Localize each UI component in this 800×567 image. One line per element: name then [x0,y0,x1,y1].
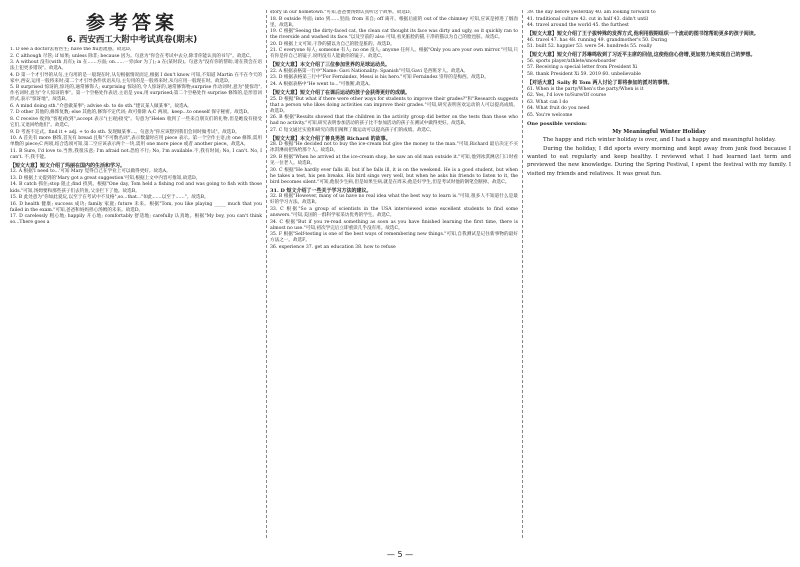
essay-paragraph: During the holiday, I did sports every morning and kept away from junk food because I wanted to eat regularly and keep healthy. I reviewed what I had learned last term and previewed the new knowledge. During the Spring Festival, I spent the festival with my family. I visited my friends and relatives. It was great fun. [527,145,791,177]
passage-summary: 【短文大意】本文介绍了善良男孩 Richard 的故事。 [270,135,391,142]
answer-item: 61. When is the party/When's the party/When is it [527,86,644,92]
passage-summary: 【短文大意】短文介绍了苏琳鸣收到了习近平主席的回信,这使他信心倍增,更加努力地实现自己的梦想。 [527,52,756,59]
answer-item: 9. D 考查不定式。find it + adj. + to do sth. 发现做某事…。句意为"你应该想到我们会同时做考试"。故选D。 [10,129,240,135]
answer-item: 63. What can I do [527,99,569,105]
answer-item: 19. C 根据"Seeing the dirty-faced cat, the clean cat thought its face was dirty and ugly, so it quickly ran to the riverside and washed its face."以及空前的 also 可知,看见脏脸的猫,干净的猫以为自己的脸也脏。故选C。 [270,29,518,41]
answer-item: 18. B outside 外面; into 到……里面; from 来自; off 离开。根据后面的 out of the chimney 可知,应该是掉进了烟囱里。故选B。 [270,16,518,28]
answer-item: 13. D 根据上文提到的'Mary got a great suggestion'可知,根据上文中内容可推知,故选D。 [10,175,201,181]
answer-item: 24. A 根据表格中"He went to..."可推断,故选A。 [270,82,374,88]
answer-item: 8. C receive 收到("客观)收到",accept 表示"(主观)接受"。句意为"Helen 收到了一些来自朋友们的礼物,但是她没有接受它们,又退回给他们"。故选C。 [10,117,262,129]
answer-item: 17. D carelessly 粗心地; happily 开心地; comfortably 舒适地; carefully 认真地。根据"My boy, you can't think so...There goes a [10,214,262,226]
answer-item: 16. D health 健康; success 成功; family 家庭; future 未来。根据"Tom, you like playing _____ much that you failed in the exam."可知,爸爸和妈妈担心汤姆的未来。故选D。 [10,201,262,213]
answer-column-2 [270,10,518,538]
answer-item: 6. A mind doing sth."介意做某事"; advise sb. to do sth."建议某人做某事"。故选A。 [10,103,192,109]
answer-item: 36. experience 37. get an education 38. how to refuse [270,244,396,250]
answer-item: 22. A 根据表格第一行中"Name: Gavi Nationality: Spanish"可知,Gavi 是西班牙人。故选A。 [270,68,469,74]
answer-item: 46. travel 47. has 48. running 49. grandmother's 50. During [527,37,668,43]
answer-item: 7. D other 其他的,修饰复数; else 其他的,修饰不定代词; 故可排除 A;C 两项。keep...to oneself 保守秘密。故选D。 [10,110,252,116]
answer-item: 1. D see a doctor去看医生; have the flu患流感。故选D。 [10,47,135,52]
answer-item: 14. B catch 抓住;stop 阻止;find 找到。根据"One day, Tom held a fishing rod and was going to fish with those kids."可知,汤姆要和那些孩子们去钓鱼,父亲拦下了他。故选B。 [10,182,262,194]
answer-item: 10. A 首先有 more 修饰,首先有 bread 且和"不可数名词",表示数量时应用 piece 表示。第一个空作主语,由 one 修饰,需用单数的 piece;C 两项,结合选项可知,第二空应该表示两个一块,需用 one more piece 或者 another piece。故选A。 [10,136,262,148]
answer-item: 20. D 根据上文可知,干净的猫以为自己的脸是脏的。故选D。 [270,41,395,47]
passage-summary: 【短文大意】本文介绍了三位参加世界的足球运动员。 [270,62,391,69]
answer-item: 12. A 根据'I need to...'可知 Mary 觉得自己在学业上可以做得更好。故选A。 [10,169,171,175]
answer-item: 64. What fruit do you need [527,106,590,112]
answer-item: 39. the day before yesterday 40. am looking forward to [527,10,656,15]
answer-item: 23. D 根据表格第三行中"For Fernández, Messi is his hero."可知 Fernández 崇拜的是梅西。故选D。 [270,75,489,81]
answer-item: 65. You're welcome [527,112,573,118]
answer-item: 4. D 第一个才引导的从句,主句用的是一般现在时,从句根据情况而定,根据 I don't know 可知,不知道 Martin 在不在今天的家中,西安,运用一般将来时;第二个才引导条件状语从句,主句用的是一般将来时,从句应用一般现在时。故选D。 [10,72,262,84]
answer-item: 34. C 根据"But if you re-read something as soon as you have finished learning the first time, there is almost no use."可知,初次学完后立即重读几乎没有用。故选C。 [270,219,518,231]
answer-item: 3. A without 没有(with 具有); in 在……方面; on……一旁(for 为了); a 在(某时段)。句意为"没有你的帮助,请在我会在语法上犯更多错误"。故选A。 [10,60,262,72]
passage-summary: 31. D 短文介绍了一些关于学习方法的建议。 [270,187,372,194]
answer-item: 15. B 此处意为"你如此爱玩,以至于在考试中不及格",so...that..."如此……以至于……"。故选B。 [10,195,209,201]
passage-summary: 【短文大意】短文介绍了玛丽在国内的生活和学习。 [10,162,126,169]
answer-item: 30. C 根据"He hardly ever falls ill, but if he falls ill, it is on the weekend. He is a good student, but when he takes a test, his pen breaks. His bird sings very well, but when he asks his friends to listen to it, the bird becomes silent."可知,他很少生病,但是如果生病,就是在周末;他是好学生,但是考试时他的钢笔会断掉。故选C。 [270,167,518,185]
answer-item: 25. D 根据"But what if there were other ways for students to improve their grades?"和"Research suggests that a person who likes doing activities can improve their grades."可知,研究表明喜欢运动的人可以提高成绩。故选D。 [270,96,518,114]
passage-summary: 【对话大意】Sally 和 Tom 两人讨论了即将参加的派对的事情。 [527,79,673,86]
essay-paragraph: The happy and rich winter holiday is over, and I had a happy and meaningful holiday. [543,136,776,143]
answer-item: 26. B 根据"Results showed that the children in the activity group did better on the tests than those who had no activity."可知,研究表明参加活动的孩子比不参加活动的孩子在测试中做得更好。故选B。 [270,115,518,127]
answer-item: 2. C although 尽管; if 如果; unless 除非; because 因为。句意为"你会在考试中去分,除非你能认真的书写"。故选C。 [10,53,255,59]
answer-item: 5. B surprised 惊讶的,惊诧的,通常修饰人; surprising 惊讶的,令人惊讶的,通常修饰物;surprise 作动词时,意为"使惊奇",作名词时,意为"令人惊讶的事"。第一个空格处作表语,主语是 you,用 surprised;第二个空格处作 surprise 修饰的,是形容词形式,表示"惊讶地"。故选B。 [10,85,262,103]
answer-item: 33. C 根据"So a group of scientists in the USA interviewed some excellent students to find some answers."可知,美国的一群科学家采访优秀的学生。故选C。 [270,206,518,218]
answer-item: story in our hometown."可知,爸爸要汤姆认真听这个故事。故选D。 [270,10,415,15]
column-divider [522,10,523,538]
answer-column-1 [10,47,262,559]
passage-summary: 【短文大意】短文介绍了在课后运动的孩子会获得更好的成绩。 [270,90,411,97]
page-title: 参考答案 [85,12,178,34]
exam-heading: 6. 西安西工大附中考试真卷(期末) [66,35,198,45]
essay [527,129,791,178]
answer-item: 57. Receiving a special letter from President Xi [527,65,638,71]
answer-item: 21. C everyone 每人; someone 有人; no one 没人; anyone 任何人。根据"Only you are your own mirror."可知,只有你是你自己的镜子,说明没有人能做你的镜子。故选C。 [270,48,518,60]
answer-item: 41. traditional culture 42. cut in half 43. didn't until [527,16,649,22]
answer-item: 11. B Sure, I'd love to.当然,我很乐意; I'm afraid not.恐怕不行; No, I'm available.不,我有时间; No, I can't. No, I can't. 不,我不能。 [10,148,262,160]
answer-column-3 [527,10,791,538]
answer-item: 51. built 52. happier 53. were 54. hundreds 55. really [527,44,653,50]
answer-item: 44. travel around the world 45. the furthest [527,23,629,29]
passage-summary: 【短文大意】短文介绍了王子拔钟殊的发挥方式,他利用假期组织一个流动的图书馆帮助更多的孩子阅读。 [527,31,759,38]
answer-item: 35. F 根据"Self-testing is one of the best ways of remembering new things."可知,自我测试是记住新事物的最好方法之一。故选F。 [270,232,518,244]
column-divider [266,10,267,538]
answer-item: 27. C 短文通过实验和研究向我们阐释了做运动可以提高孩子们的成绩。故选C。 [270,127,435,133]
answer-item: 56. sports player/athlete/snowboarder [527,58,617,64]
answer-item: 58. thank President Xi 59. 2019 60. unbelievable [527,71,641,77]
passage-summary: One possible version: [527,120,587,127]
answer-item: 28. D 根据"He decided not to buy the ice-cream but give the money to the man."可知,Richard 最后决定不买冰淇淋而把钱给那个人。故选D。 [270,142,518,154]
page-number: — 5 — [386,550,414,559]
answer-item: 32. B 根据"However, many of us have no real idea what the best way to learn is."可知,很多人不知道什么是最好的学习方法。故选B。 [270,194,518,206]
answer-item: 62. Yes, I'd love to/Sure/Of course [527,93,607,99]
answer-item: 29. B 根据"When he arrived at the ice-cream shop, he saw an old man outside it."可知,他到冰淇淋店门口时看见一位老人。故选B。 [270,155,518,167]
essay-title: My Meaningful Winter Holiday [612,128,706,135]
